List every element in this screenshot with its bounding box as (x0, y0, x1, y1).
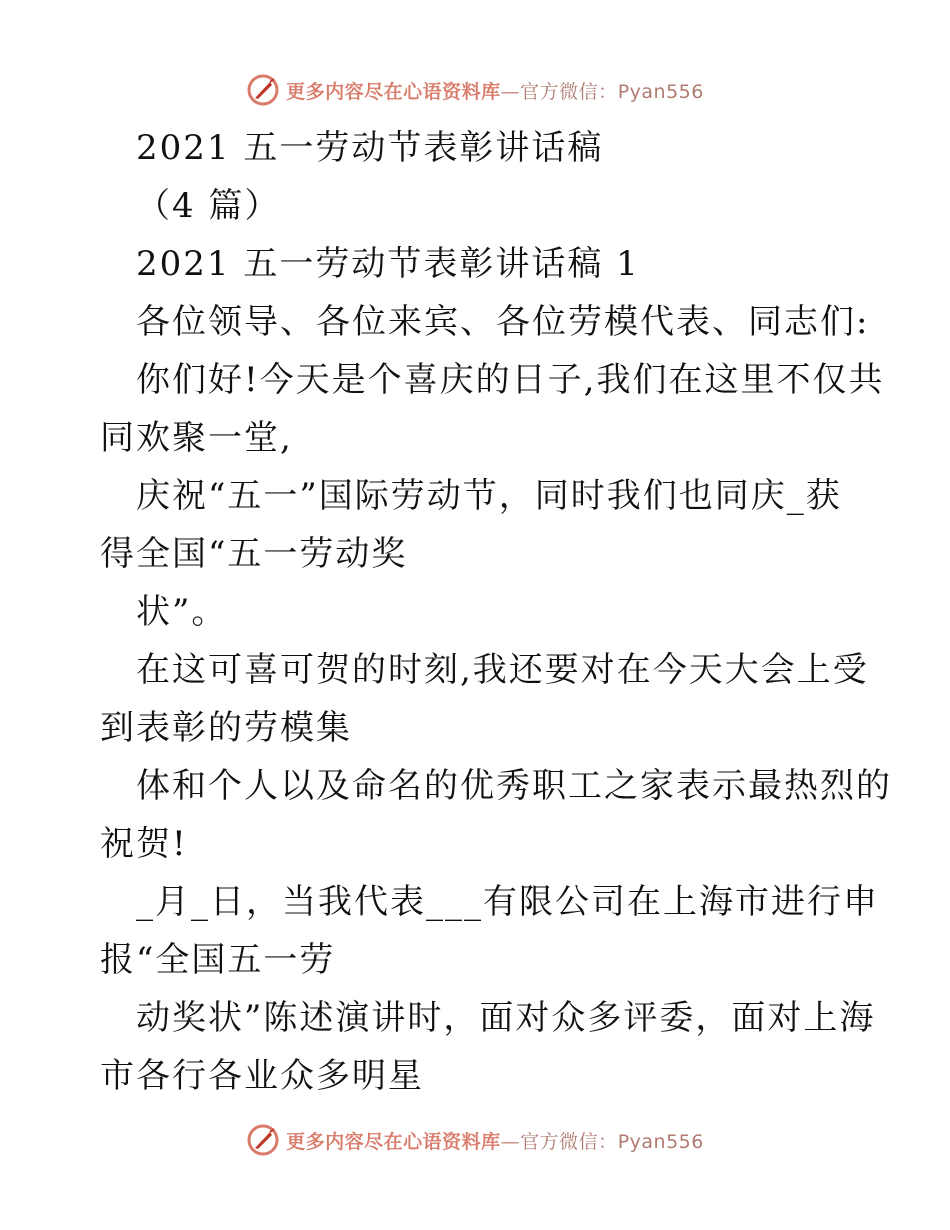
document-title: 2021 五一劳动节表彰讲话稿 (136, 128, 604, 168)
text-line: _月_日，当我代表___有限公司在上海市进行申 (136, 882, 879, 922)
watermark-official: 官方微信： (520, 80, 618, 103)
watermark-wechat-id: Pyan556 (617, 1130, 704, 1153)
watermark-official: 官方微信： (520, 1130, 618, 1153)
text-line: 到表彰的劳模集 (100, 708, 352, 748)
text-line: 你们好!今天是个喜庆的日子,我们在这里不仅共 (136, 360, 885, 400)
text-line: 状”。 (136, 592, 228, 632)
watermark-footer (0, 1120, 950, 1160)
document-subtitle: （4 篇） (136, 186, 281, 226)
watermark-wechat-id: Pyan556 (617, 80, 704, 103)
text-line: 祝贺! (100, 824, 188, 864)
section-heading: 2021 五一劳动节表彰讲话稿 1 (136, 244, 640, 284)
text-line: 在这可喜可贺的时刻,我还要对在今天大会上受 (136, 650, 869, 690)
text-line: 同欢聚一堂, (100, 418, 293, 458)
text-line: 体和个人以及命名的优秀职工之家表示最热烈的 (136, 766, 892, 806)
text-line: 庆祝“五一”国际劳动节，同时我们也同庆_获 (136, 476, 842, 516)
watermark-dash: — (500, 80, 521, 103)
text-line: 市各行各业众多明星 (100, 1056, 424, 1096)
feather-pen-logo-icon (246, 1123, 280, 1157)
text-line: 动奖状”陈述演讲时，面对众多评委，面对上海 (136, 998, 876, 1038)
text-line: 得全国“五一劳动奖 (100, 534, 408, 574)
watermark-brand: 更多内容尽在心语资料库 (286, 1130, 501, 1153)
watermark-text (286, 1127, 704, 1154)
watermark-brand: 更多内容尽在心语资料库 (286, 80, 501, 103)
watermark-dash: — (500, 1130, 521, 1153)
text-line: 报“全国五一劳 (100, 940, 336, 980)
text-line: 各位领导、各位来宾、各位劳模代表、同志们: (136, 302, 870, 342)
